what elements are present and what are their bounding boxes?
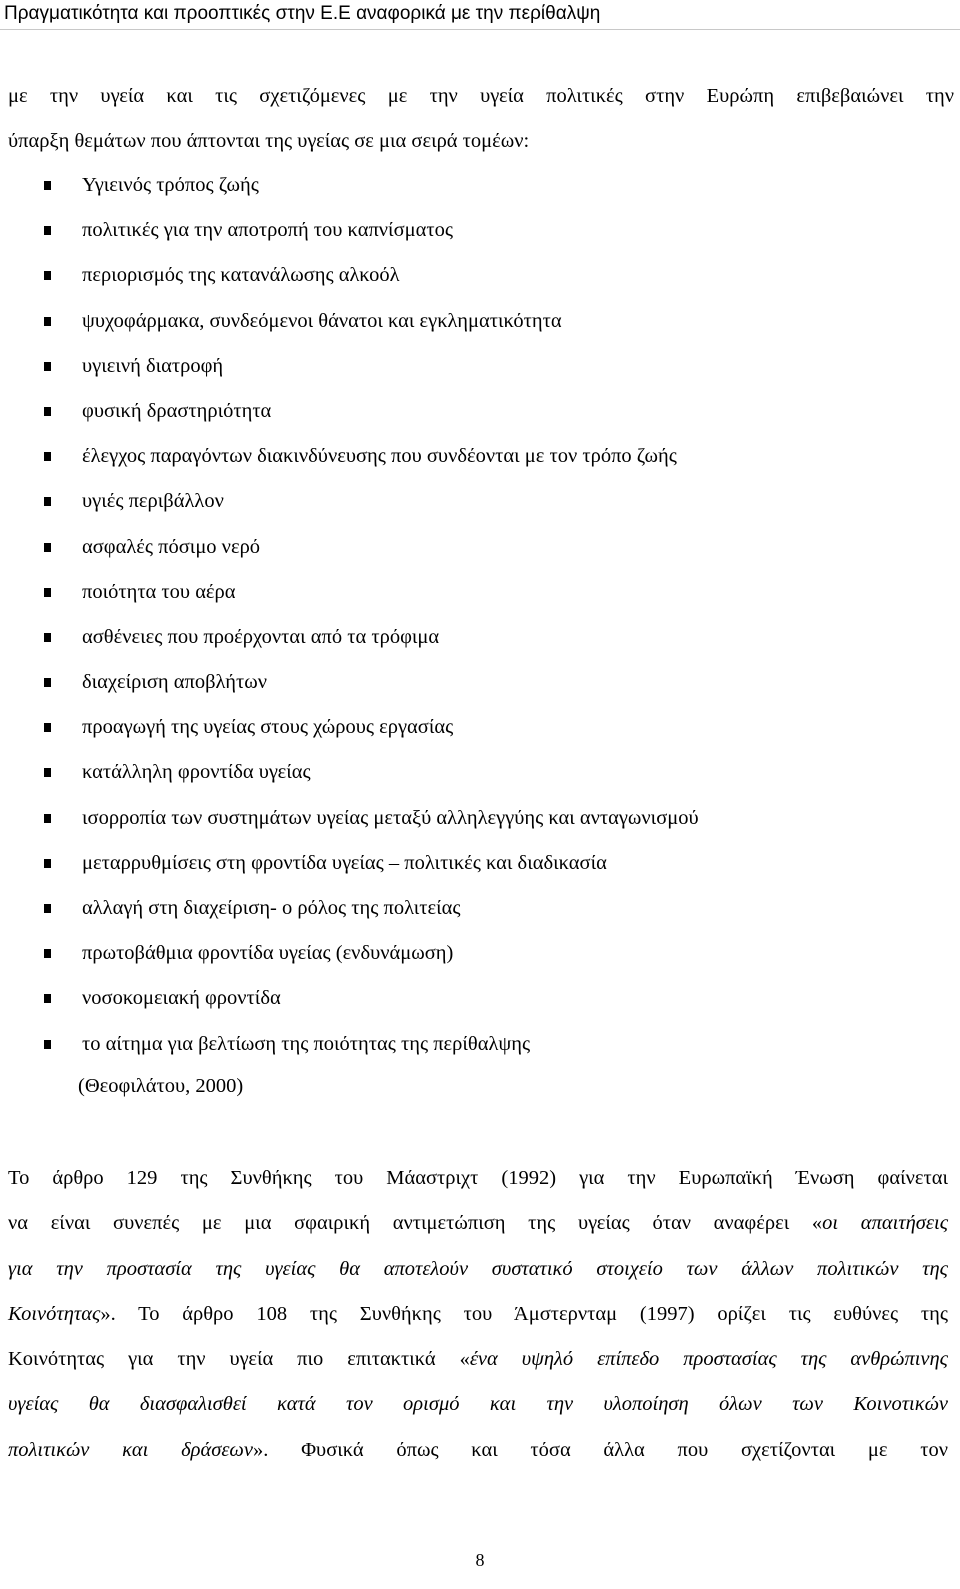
list-item <box>0 976 960 1021</box>
list-item-text: Υγιεινός τρόπος ζωής <box>82 174 259 196</box>
square-bullet-icon <box>44 949 51 958</box>
body-line-5 <box>8 1337 948 1382</box>
quote-text: ένα υψηλό επίπεδο προστασίας της ανθρώπινης <box>469 1348 948 1371</box>
square-bullet-icon <box>44 678 51 687</box>
list-item <box>0 796 960 841</box>
list-item-text: έλεγχος παραγόντων διακινδύνευσης που συνδέονται με τον τρόπο ζωής <box>82 445 677 468</box>
page-number: 8 <box>475 1550 485 1570</box>
list-item <box>0 208 960 253</box>
square-bullet-icon <box>44 723 51 732</box>
intro-paragraph <box>8 74 954 164</box>
square-bullet-icon <box>44 994 51 1003</box>
body-line-4 <box>8 1292 948 1337</box>
list-item-text: κατάλληλη φροντίδα υγείας <box>82 761 311 784</box>
list-item-text: υγιές περιβάλλον <box>82 490 224 513</box>
list-item-text: ασφαλές πόσιμο νερό <box>82 535 261 558</box>
square-bullet-icon <box>44 271 51 280</box>
list-item <box>0 886 960 931</box>
square-bullet-icon <box>44 543 51 552</box>
square-bullet-icon <box>44 407 51 416</box>
body-line-6 <box>8 1382 948 1427</box>
list-item <box>0 163 960 208</box>
body-text: ». Το άρθρο 108 της Συνθήκης του Άμστερνταμ (1997) ορίζει τις ευθύνες της <box>100 1302 948 1325</box>
list-item-text: μεταρρυθμίσεις στη φροντίδα υγείας – πολιτικές και διαδικασία <box>82 851 607 874</box>
citation: (Θεοφιλάτου, 2000) <box>78 1075 244 1097</box>
list-item-text: ασθένειες που προέρχονται από τα τρόφιμα <box>82 625 440 648</box>
body-line-1: Το άρθρο 129 της Συνθήκης του Μάαστριχτ (1992) για την Ευρωπαϊκή Ένωση φαίνεται <box>8 1167 948 1189</box>
list-item-text: φυσική δραστηριότητα <box>82 399 272 422</box>
health-topics-list <box>0 163 960 1067</box>
square-bullet-icon <box>44 859 51 868</box>
list-item <box>0 434 960 479</box>
quote-text: πολιτικών και δράσεων <box>8 1438 253 1461</box>
square-bullet-icon <box>44 317 51 326</box>
list-item <box>0 525 960 570</box>
quote-text: για την προστασία της υγείας θα αποτελούν συστατικό στοιχείο των άλλων πολιτικών της <box>8 1257 948 1280</box>
list-item-text: προαγωγή της υγείας στους χώρους εργασίας <box>82 716 454 739</box>
list-item <box>0 931 960 976</box>
list-item <box>0 389 960 434</box>
quote-text: οι απαιτήσεις <box>822 1212 949 1235</box>
body-line-7 <box>8 1428 948 1473</box>
square-bullet-icon <box>44 633 51 642</box>
list-item <box>0 479 960 524</box>
list-item-text: περιορισμός της κατανάλωσης αλκοόλ <box>82 264 400 287</box>
list-item-text: πολιτικές για την αποτροπή του καπνίσματος <box>82 219 453 242</box>
list-item-text: ψυχοφάρμακα, συνδεόμενοι θάνατοι και εγκληματικότητα <box>82 309 562 332</box>
list-item-text: πρωτοβάθμια φροντίδα υγείας (ενδυνάμωση) <box>82 942 454 965</box>
list-item-text: το αίτημα για βελτίωση της ποιότητας της περίθαλψης <box>82 1032 531 1055</box>
body-text: να είναι συνεπές με μια σφαιρική αντιμετώπιση της υγείας όταν αναφέρει « <box>8 1212 823 1235</box>
header-divider <box>0 29 960 30</box>
square-bullet-icon <box>44 1040 51 1049</box>
square-bullet-icon <box>44 768 51 777</box>
list-item <box>0 615 960 660</box>
list-item <box>0 299 960 344</box>
square-bullet-icon <box>44 814 51 823</box>
intro-line-2: ύπαρξη θεμάτων που άπτονται της υγείας σε μια σειρά τομέων: <box>8 130 530 152</box>
body-text: ». Φυσικά όπως και τόσα άλλα που σχετίζονται με τον <box>252 1438 948 1461</box>
square-bullet-icon <box>44 181 51 190</box>
list-item-text: ισορροπία των συστημάτων υγείας μεταξύ αλληλεγγύης και ανταγωνισμού <box>82 806 699 829</box>
list-item <box>0 705 960 750</box>
quote-text: Κοινότητας <box>8 1302 101 1325</box>
square-bullet-icon <box>44 452 51 461</box>
intro-line-1: με την υγεία και τις σχετιζόμενες με την υγεία πολιτικές στην Ευρώπη επιβεβαιώνει την <box>8 85 954 107</box>
square-bullet-icon <box>44 497 51 506</box>
square-bullet-icon <box>44 362 51 371</box>
square-bullet-icon <box>44 904 51 913</box>
list-item-text: νοσοκομειακή φροντίδα <box>82 987 281 1010</box>
list-item <box>0 344 960 389</box>
body-line-3 <box>8 1247 948 1292</box>
list-item <box>0 253 960 298</box>
body-paragraph <box>8 1156 948 1473</box>
list-item-text: αλλαγή στη διαχείριση- ο ρόλος της πολιτείας <box>82 897 461 919</box>
body-line-2 <box>8 1201 948 1246</box>
running-header: Πραγματικότητα και προοπτικές στην Ε.Ε αναφορικά με την περίθαλψη <box>4 3 601 24</box>
list-item-text: διαχείριση αποβλήτων <box>82 671 268 694</box>
body-text: Κοινότητας για την υγεία πιο επιτακτικά « <box>8 1348 470 1371</box>
square-bullet-icon <box>44 588 51 597</box>
list-item <box>0 1022 960 1067</box>
list-item-text: υγιεινή διατροφή <box>82 354 224 377</box>
list-item <box>0 841 960 886</box>
list-item <box>0 660 960 705</box>
list-item-text: ποιότητα του αέρα <box>82 580 236 603</box>
list-item <box>0 570 960 615</box>
list-item <box>0 750 960 795</box>
square-bullet-icon <box>44 226 51 235</box>
quote-text: υγείας θα διασφαλισθεί κατά τον ορισμό και την υλοποίηση όλων των Κοινοτικών <box>8 1393 948 1416</box>
